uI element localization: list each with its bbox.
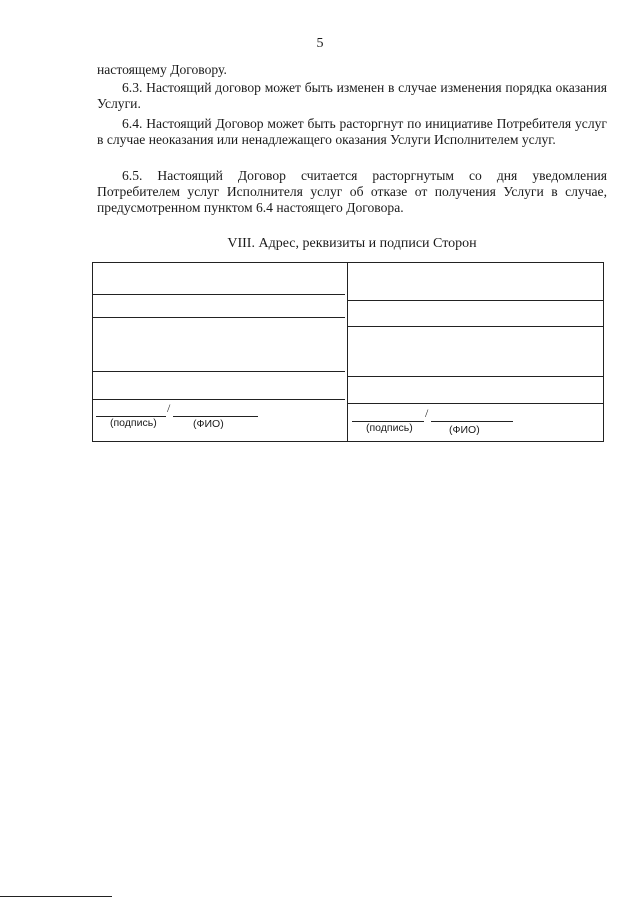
signature-slash-left: /	[167, 401, 171, 415]
name-label-right: (ФИО)	[449, 424, 480, 436]
table-row-line	[348, 403, 603, 404]
table-row-line	[93, 294, 345, 295]
name-line-left	[173, 416, 258, 417]
table-column-divider	[347, 263, 348, 441]
paragraph-6-3-text: 6.3. Настоящий договор может быть изменен в случае изменения порядка оказания Услуги.	[97, 80, 607, 111]
table-row-line	[348, 376, 603, 377]
paragraph-6-3	[97, 80, 607, 112]
section-title: VIII. Адрес, реквизиты и подписи Сторон	[227, 236, 477, 251]
table-row-line	[348, 326, 603, 327]
table-row-line	[348, 300, 603, 301]
name-label-left: (ФИО)	[193, 418, 224, 430]
signature-label-right: (подпись)	[366, 422, 413, 434]
paragraph-6-4	[97, 116, 607, 148]
signature-slash-right: /	[425, 406, 429, 420]
paragraph-6-5	[97, 168, 607, 216]
table-row-line	[93, 371, 345, 372]
table-row-line	[93, 399, 345, 400]
name-line-right	[431, 421, 513, 422]
requisites-table	[92, 262, 604, 442]
footnote-rule	[0, 896, 112, 897]
page-number: 5	[316, 36, 324, 51]
signature-label-left: (подпись)	[110, 417, 157, 429]
paragraph-6-4-text: 6.4. Настоящий Договор может быть расторгнут по инициативе Потребителя услуг в случае неоказания или ненадлежащего оказания Услуги Исполнителем услуг.	[97, 116, 607, 147]
table-row-line	[93, 317, 345, 318]
continuation-text: настоящему Договору.	[97, 62, 227, 77]
paragraph-6-5-text: 6.5. Настоящий Договор считается расторгнутым со дня уведомления Потребителем услуг Исполнителя услуг об отказе от получения Услуги в случае, предусмотренном пунктом 6.4 настоящего Договора.	[97, 168, 607, 215]
